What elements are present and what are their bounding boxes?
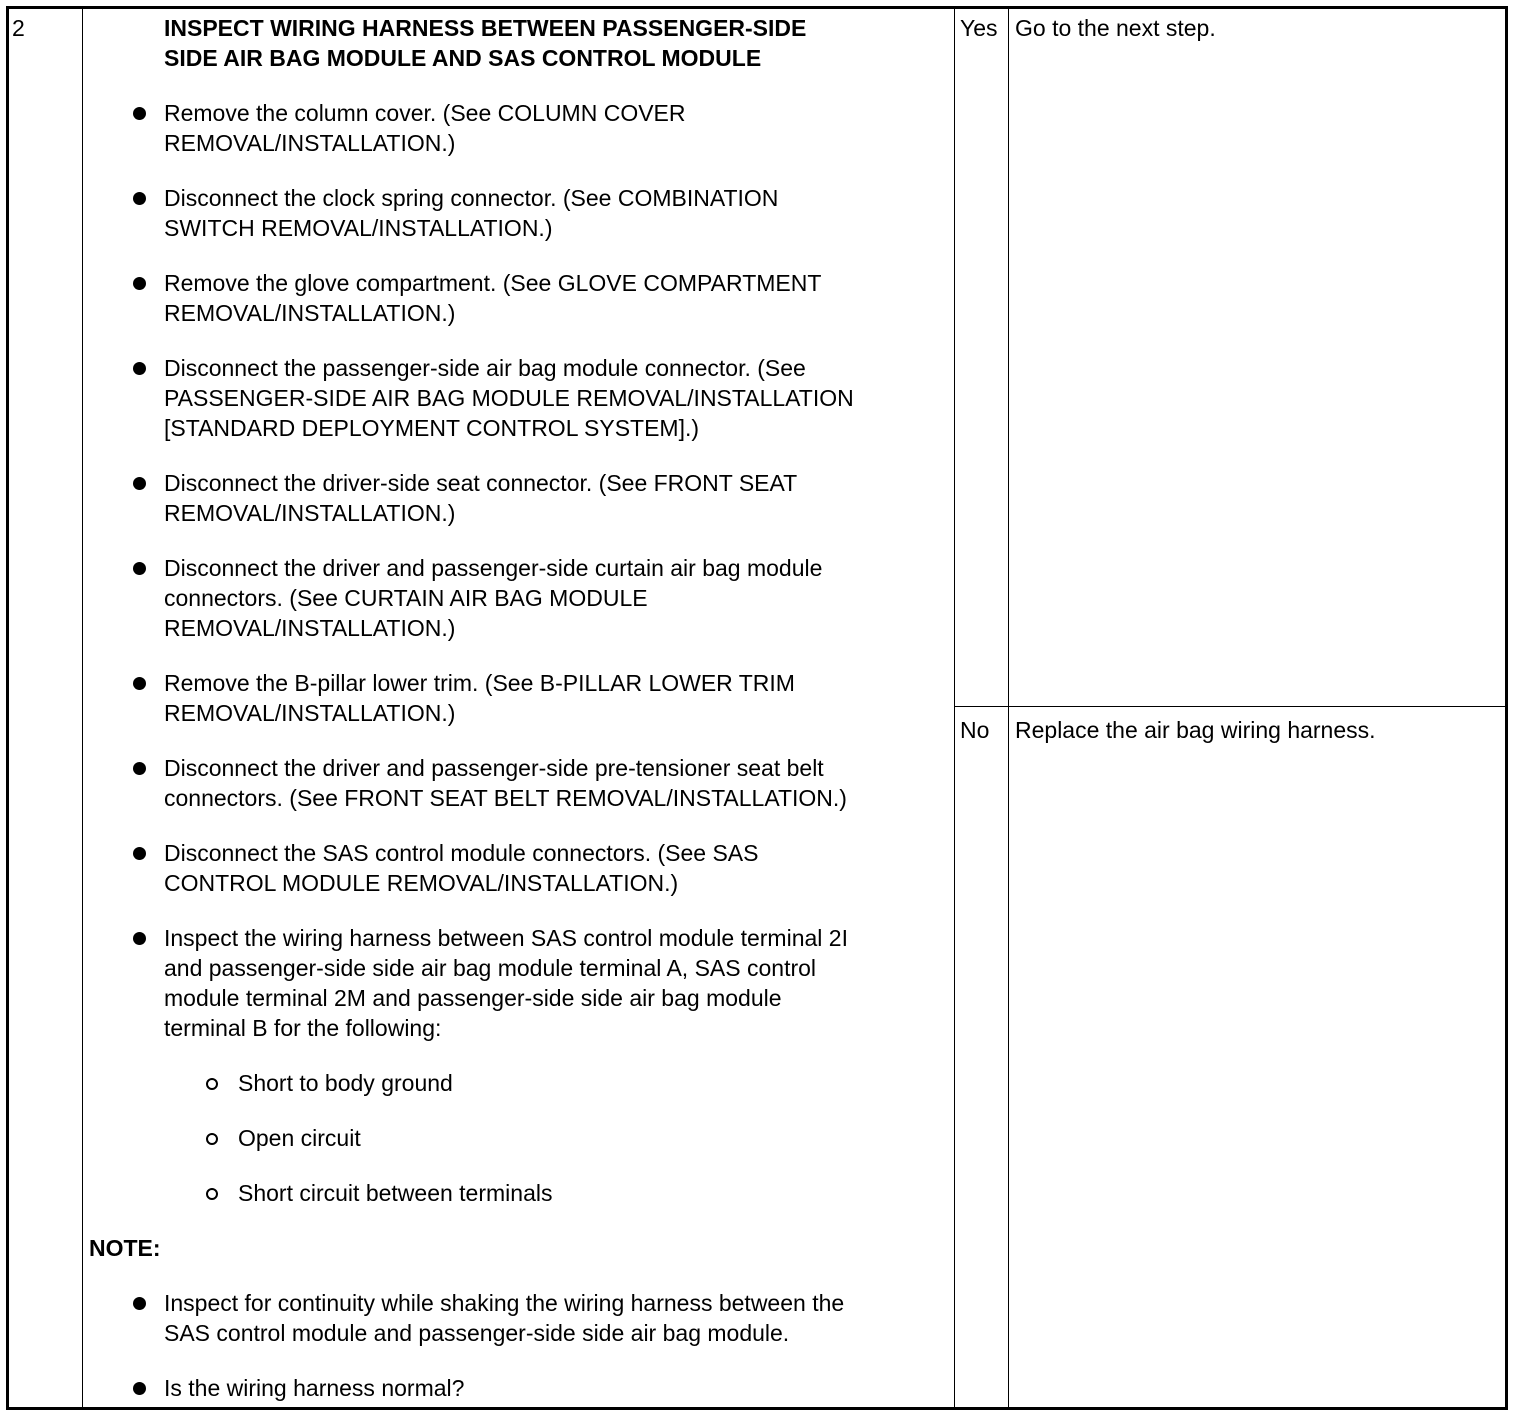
item-line: Remove the column cover. (See COLUMN COVER — [164, 100, 686, 126]
bullet-icon — [133, 762, 146, 775]
bullet-icon — [133, 932, 146, 945]
bullet-icon — [133, 847, 146, 860]
answer-yes: Yes — [960, 15, 998, 41]
item-line: REMOVAL/INSTALLATION.) — [164, 700, 456, 726]
circle-bullet-icon — [206, 1133, 218, 1145]
action-yes: Go to the next step. — [1015, 15, 1216, 41]
item-line: REMOVAL/INSTALLATION.) — [164, 130, 456, 156]
item-line: Disconnect the clock spring connector. (See COMBINATION — [164, 185, 779, 211]
item-line: REMOVAL/INSTALLATION.) — [164, 500, 456, 526]
note-line: SAS control module and passenger-side side air bag module. — [164, 1320, 790, 1346]
subitem: Short to body ground — [238, 1070, 453, 1096]
item-line: PASSENGER-SIDE AIR BAG MODULE REMOVAL/INSTALLATION — [164, 385, 854, 411]
subitem: Open circuit — [238, 1125, 361, 1151]
item-line: REMOVAL/INSTALLATION.) — [164, 300, 456, 326]
row-divider — [954, 706, 1507, 707]
item-line: REMOVAL/INSTALLATION.) — [164, 615, 456, 641]
bullet-icon — [133, 562, 146, 575]
item-line: Disconnect the driver-side seat connector. (See FRONT SEAT — [164, 470, 798, 496]
column-divider — [1008, 6, 1009, 1410]
step-number: 2 — [12, 15, 25, 41]
step-heading-line: INSPECT WIRING HARNESS BETWEEN PASSENGER-SIDE — [164, 15, 807, 41]
bullet-icon — [133, 477, 146, 490]
item-line: CONTROL MODULE REMOVAL/INSTALLATION.) — [164, 870, 679, 896]
step-heading-line: SIDE AIR BAG MODULE AND SAS CONTROL MODULE — [164, 45, 762, 71]
item-line: Disconnect the driver and passenger-side pre-tensioner seat belt — [164, 755, 824, 781]
item-line: terminal B for the following: — [164, 1015, 442, 1041]
item-line: connectors. (See CURTAIN AIR BAG MODULE — [164, 585, 648, 611]
note-label: NOTE: — [89, 1235, 161, 1261]
note-line: Inspect for continuity while shaking the wiring harness between the — [164, 1290, 845, 1316]
item-line: Disconnect the SAS control module connectors. (See SAS — [164, 840, 759, 866]
item-line: Disconnect the passenger-side air bag module connector. (See — [164, 355, 806, 381]
column-divider — [82, 6, 83, 1410]
item-line: Disconnect the driver and passenger-side curtain air bag module — [164, 555, 823, 581]
bullet-icon — [133, 107, 146, 120]
item-line: SWITCH REMOVAL/INSTALLATION.) — [164, 215, 553, 241]
circle-bullet-icon — [206, 1188, 218, 1200]
note-line: Is the wiring harness normal? — [164, 1375, 465, 1401]
action-no: Replace the air bag wiring harness. — [1015, 717, 1376, 743]
item-line: Remove the glove compartment. (See GLOVE COMPARTMENT — [164, 270, 822, 296]
bullet-icon — [133, 277, 146, 290]
item-line: Remove the B-pillar lower trim. (See B-PILLAR LOWER TRIM — [164, 670, 795, 696]
item-line: connectors. (See FRONT SEAT BELT REMOVAL/INSTALLATION.) — [164, 785, 847, 811]
answer-no: No — [960, 717, 990, 743]
bullet-icon — [133, 1297, 146, 1310]
bullet-icon — [133, 677, 146, 690]
item-line: and passenger-side side air bag module terminal A, SAS control — [164, 955, 817, 981]
circle-bullet-icon — [206, 1078, 218, 1090]
bullet-icon — [133, 362, 146, 375]
item-line: Inspect the wiring harness between SAS control module terminal 2I — [164, 925, 848, 951]
bullet-icon — [133, 192, 146, 205]
item-line: [STANDARD DEPLOYMENT CONTROL SYSTEM].) — [164, 415, 700, 441]
subitem: Short circuit between terminals — [238, 1180, 553, 1206]
bullet-icon — [133, 1382, 146, 1395]
item-line: module terminal 2M and passenger-side side air bag module — [164, 985, 782, 1011]
column-divider — [954, 6, 955, 1410]
